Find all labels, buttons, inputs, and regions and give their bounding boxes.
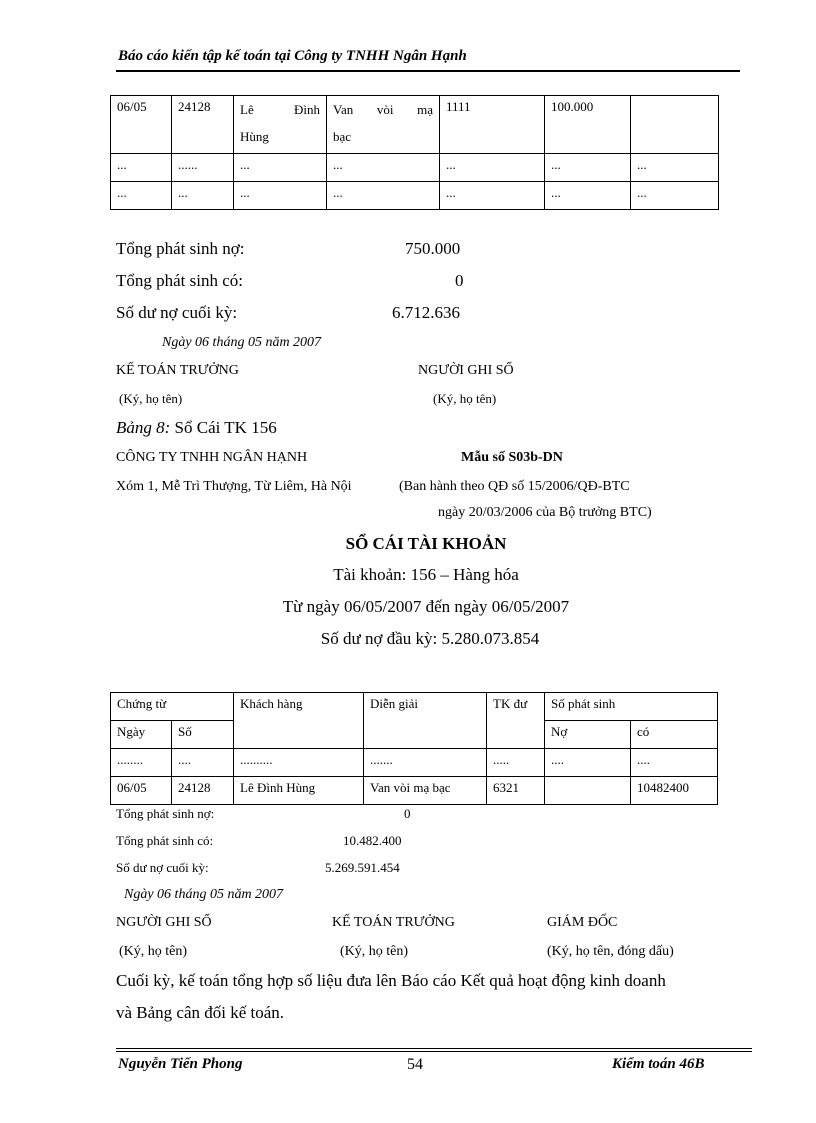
director-label: GIÁM ĐỐC — [547, 915, 618, 930]
header-debit: Nợ — [545, 721, 631, 749]
cell: ...... — [172, 154, 234, 182]
company-address: Xóm 1, Mễ Trì Thượng, Từ Liêm, Hà Nội — [116, 479, 352, 494]
total-debit-label: Tổng phát sinh nợ: — [116, 239, 245, 258]
sign-note: (Ký, họ tên) — [119, 944, 188, 959]
header-credit: có — [631, 721, 718, 749]
cell: ..... — [487, 749, 545, 777]
cell: .......... — [234, 749, 364, 777]
recorder-label: NGƯỜI GHI SỔ — [418, 363, 514, 378]
closing-balance-label: Số dư nợ cuối kỳ: — [116, 860, 209, 875]
cell-debit — [545, 777, 631, 805]
footer-rule-top — [116, 1048, 752, 1049]
cell-amount: 100.000 — [545, 96, 631, 154]
header-number: Số — [172, 721, 234, 749]
closing-balance-value: 6.712.636 — [392, 303, 460, 322]
ledger-period: Từ ngày 06/05/2007 đến ngày 06/05/2007 — [282, 597, 570, 616]
total-credit-value: 0 — [455, 271, 464, 290]
header-date: Ngày — [111, 721, 172, 749]
journal-table-continued — [110, 95, 719, 210]
company-name: CÔNG TY TNHH NGÂN HẠNH — [116, 450, 308, 465]
cell: ... — [545, 154, 631, 182]
total-debit-label: Tổng phát sinh nợ: — [116, 806, 215, 821]
table-row — [111, 96, 719, 154]
form-number: Mẫu số S03b-DN — [461, 450, 563, 465]
header-voucher: Chứng từ — [111, 693, 234, 721]
cell: .... — [545, 749, 631, 777]
cell: ... — [440, 182, 545, 210]
table-row — [111, 182, 719, 210]
cell: ... — [631, 182, 719, 210]
cell-credit: 10482400 — [631, 777, 718, 805]
header-rule — [116, 70, 740, 72]
cell: ... — [631, 154, 719, 182]
ledger-title: SỔ CÁI TÀI KHOẢN — [345, 534, 507, 553]
cell-customer: Lê Đình Hùng — [234, 777, 364, 805]
cell: ........ — [111, 749, 172, 777]
footer-class: Kiểm toán 46B — [612, 1056, 705, 1072]
signature-date: Ngày 06 tháng 05 năm 2007 — [124, 887, 284, 902]
cell: ... — [440, 154, 545, 182]
general-ledger-table — [110, 692, 718, 805]
footer-page-number: 54 — [407, 1056, 423, 1073]
sign-note: (Ký, họ tên) — [340, 944, 409, 959]
chief-accountant-label: KẾ TOÁN TRƯỞNG — [332, 915, 455, 930]
cell-description: Van vòi mạ bạc — [364, 777, 487, 805]
decree-line-1: (Ban hành theo QĐ số 15/2006/QĐ-BTC — [399, 479, 630, 494]
total-debit-value: 0 — [404, 806, 411, 821]
cell-number: 24128 — [172, 96, 234, 154]
cell-date: 06/05 — [111, 96, 172, 154]
total-credit-label: Tổng phát sinh có: — [116, 833, 214, 848]
ledger-opening-balance: Số dư nợ đầu kỳ: 5.280.073.854 — [320, 629, 540, 648]
recorder-label: NGƯỜI GHI SỔ — [116, 915, 212, 930]
cell-account: 1111 — [440, 96, 545, 154]
cell: ... — [327, 182, 440, 210]
table-row — [111, 154, 719, 182]
total-credit-value: 10.482.400 — [343, 833, 402, 848]
footer-rule-bottom — [116, 1051, 752, 1052]
cell: ... — [327, 154, 440, 182]
cell: .... — [172, 749, 234, 777]
total-debit-value: 750.000 — [405, 239, 461, 258]
sign-note: (Ký, họ tên) — [433, 391, 497, 406]
page-header-title: Báo cáo kiến tập kế toán tại Công ty TNHH Ngân Hạnh — [118, 48, 467, 64]
signature-date: Ngày 06 tháng 05 năm 2007 — [162, 335, 322, 350]
chief-accountant-label: KẾ TOÁN TRƯỞNG — [116, 363, 239, 378]
header-customer: Khách hàng — [234, 693, 364, 749]
footer-author: Nguyễn Tiến Phong — [118, 1056, 243, 1072]
cell: ... — [111, 182, 172, 210]
decree-line-2: ngày 20/03/2006 của Bộ trưởng BTC) — [438, 505, 652, 520]
header-description: Diễn giải — [364, 693, 487, 749]
cell: ... — [545, 182, 631, 210]
table-caption: Bảng 8: Sổ Cái TK 156 — [116, 418, 277, 437]
table-row — [111, 749, 718, 777]
sign-note: (Ký, họ tên) — [119, 391, 183, 406]
closing-paragraph-line-2: và Bảng cân đối kế toán. — [116, 1003, 285, 1022]
cell-extra — [631, 96, 719, 154]
table-row — [111, 777, 718, 805]
closing-balance-label: Số dư nợ cuối kỳ: — [116, 303, 238, 322]
cell: ... — [111, 154, 172, 182]
cell-description: Van vòi mạ bạc — [327, 96, 440, 154]
sign-note: (Ký, họ tên, đóng dấu) — [547, 944, 674, 959]
cell: ... — [234, 154, 327, 182]
cell-date: 06/05 — [111, 777, 172, 805]
closing-paragraph-line-1: Cuối kỳ, kế toán tổng hợp số liệu đưa lên Báo cáo Kết quả hoạt động kinh doanh — [116, 971, 666, 990]
total-credit-label: Tổng phát sinh có: — [116, 271, 244, 290]
cell: .... — [631, 749, 718, 777]
header-counter-account: TK đư — [487, 693, 545, 749]
cell: ....... — [364, 749, 487, 777]
cell-number: 24128 — [172, 777, 234, 805]
closing-balance-value: 5.269.591.454 — [325, 860, 400, 875]
cell: ... — [234, 182, 327, 210]
table-header-row — [111, 693, 718, 721]
ledger-account: Tài khoản: 156 – Hàng hóa — [333, 565, 519, 584]
cell: ... — [172, 182, 234, 210]
cell-customer: Lê Đình Hùng — [234, 96, 327, 154]
cell-counter-account: 6321 — [487, 777, 545, 805]
header-amount: Số phát sinh — [545, 693, 718, 721]
